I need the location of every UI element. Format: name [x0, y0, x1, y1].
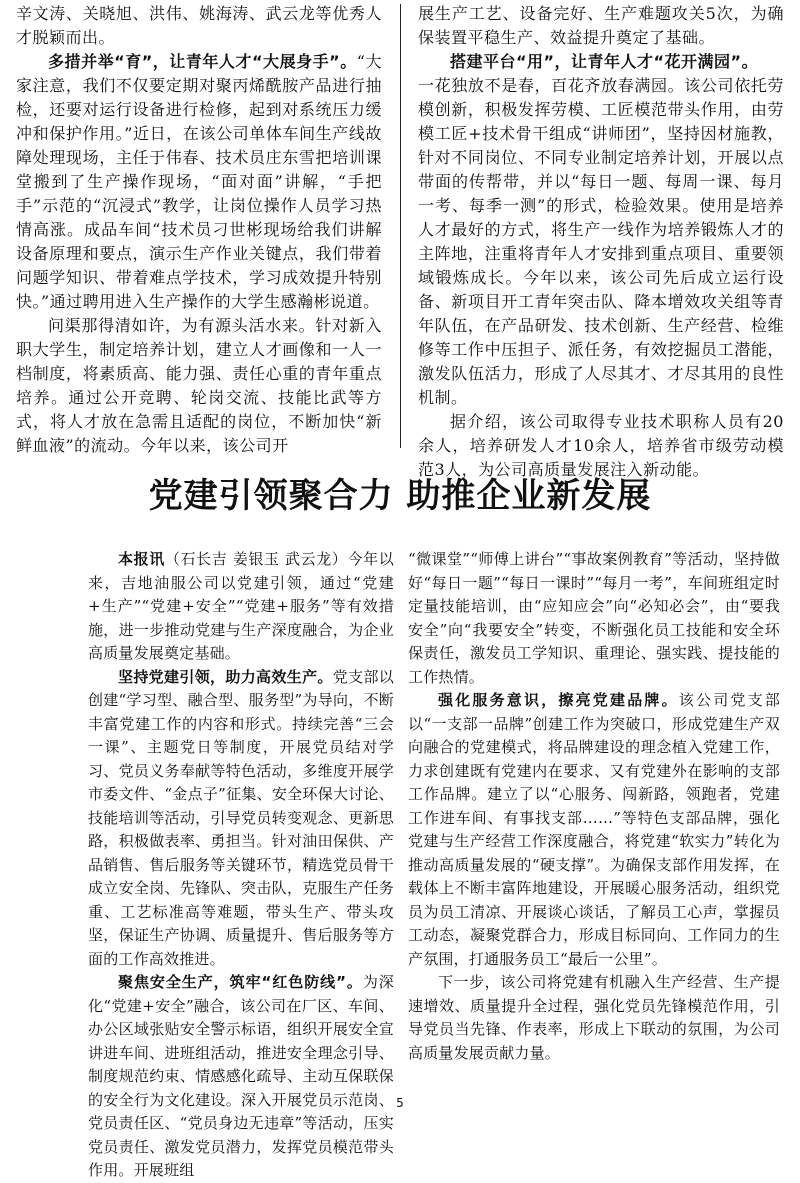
bottom-article-right-column	[408, 548, 780, 1084]
section-heading: 多措并举“育”，让青年人才“大展身手”。	[48, 52, 357, 71]
top-article-right-column	[418, 2, 784, 479]
paragraph: “微课堂”“师傅上讲台”“事故案例教育”等活动，坚持做好“每日一题”“每日一课时”“每月一考”，车间班组定时定量技能培训，由“应知应会”向“必知必会”，由“要我安全”向“我要安全”转变，不断强化员工技能和安全环保责任，激发员工学知识、重理论、强实践、提技能的工作热情。	[408, 550, 780, 686]
byline: （石长吉 姜银玉 武云龙）	[164, 550, 348, 568]
section-heading: 聚焦安全生产，筑牢“红色防线”。	[118, 973, 363, 991]
paragraph	[16, 50, 382, 314]
column-divider	[400, 4, 401, 448]
paragraph	[88, 548, 394, 666]
paragraph: 搭建平台“用”，让青年人才“花开满园”。	[450, 52, 759, 71]
paragraph: 问渠那得清如许，为有源头活水来。针对新入职大学生，制定培养计划，建立人才画像和一人一档制度，将素质高、能力强、责任心重的青年重点培养。通过公开竞聘、轮岗交流、技能比武等方式，将人才放在急需且适配的岗位，不断加快“新鲜血液”的流动。今年以来，该公司开	[16, 316, 382, 455]
paragraph	[88, 971, 394, 1183]
paragraph-body: 为深化“党建+安全”融合，该公司在厂区、车间、办公区域张贴安全警示标语，组织开展安全宣讲进车间、进班组活动，推进安全理念引导、制度规范约束、情感感化疏导、主动互保联保的安全行为文化建设。深入开展党员示范岗、党员责任区、“党员身边无违章”等活动，压实党员责任、激发党员潜力，发挥党员模范带头作用。开展班组	[88, 973, 395, 1179]
paragraph-body: 该公司党支部以“一支部一品牌”创建工作为突破口，形成党建生产双向融合的党建模式，将品牌建设的理念植入党建工作，力求创建既有党建内在要求、又有党建外在影响的支部工作品牌。建立了以“心服务、闯新路，领跑者，党建工作进车间、有事找支部……”等特色支部品牌，强化党建与生产经营工作深度融合，将党建“软实力”转化为推动高质量发展的“硬支撑”。为确保支部作用发挥，在载体上不断丰富阵地建设，开展暖心服务活动，组织党员为员工清凉、开展谈心谈话，了解员工心声，掌握员工动态，凝聚党群合力，形成目标同向、工作同力的生产氛围，打通服务员工“最后一公里”。	[408, 691, 780, 968]
paragraph: 下一步，该公司将党建有机融入生产经营、生产提速增效、质量提升全过程，强化党员先锋模范作用，引导党员当先锋、作表率，形成上下联动的氛围，为公司高质量发展贡献力量。	[408, 973, 780, 1062]
paragraph-body: 今年以来，吉地油服公司以党建引领，通过“党建+生产”“党建+安全”“党建+服务”等有效措施，进一步推动党建与生产深度融合，为企业高质量发展奠定基础。	[88, 550, 394, 662]
section-heading: 强化服务意识，擦亮党建品牌。	[438, 691, 679, 709]
top-article-left-column	[16, 2, 382, 455]
paragraph	[408, 689, 780, 971]
bottom-article-left-column	[88, 548, 395, 1179]
lead-label: 本报讯	[118, 550, 165, 568]
paragraph: 辛文涛、关晓旭、洪伟、姚海涛、武云龙等优秀人才脱颖而出。	[16, 4, 382, 47]
article-headline: 党建引领聚合力 助推企业新发展	[148, 476, 652, 516]
paragraph-body: “大家注意，我们不仅要定期对聚丙烯酰胺产品进行抽检，还要对运行设备进行检修，起到对系统压力缓冲和保护作用。”近日，在该公司单体车间生产线故障处理现场，主任于伟春、技术员庄东雪把培训课堂搬到了生产操作现场，“面对面”讲解，“手把手”示范的“沉浸式”教学，让岗位操作人员学习热情高涨。成品车间“技术员刁世彬现场给我们讲解设备原理和要点，演示生产作业关键点，我们带着问题学知识、带着难点学技术，学习成效提升特别快。”通过聘用进入生产操作的大学生感瀚彬说道。	[16, 52, 382, 311]
section-heading: 坚持党建引领，助力高效生产。	[118, 667, 333, 686]
paragraph: 据介绍，该公司取得专业技术职称人员有20余人，培养研发人才10余人，培养省市级劳动模范3人，为公司高质量发展注入新动能。	[418, 412, 784, 479]
paragraph: 一花独放不是春，百花齐放春满园。该公司依托劳模创新，积极发挥劳模、工匠模范带头作用，由劳模工匠+技术骨干组成“讲师团”，坚持因材施教，针对不同岗位、不同专业制定培养计划，开展以点带面的传帮带，并以“每日一题、每周一课、每月一考、每季一测”的形式，检验效果。使用是培养人才最好的方式，将生产一线作为培养锻炼人才的主阵地，注重将青年人才安排到重点项目、重要领域锻炼成长。今年以来，该公司先后成立运行设备、新项目开工青年突击队、降本增效攻关组等青年队伍，在产品研发、技术创新、生产经营、检维修等工作中压担子、派任务，有效挖掘员工潜能，激发队伍活力，形成了人尽其才、才尽其用的良性机制。	[418, 76, 784, 407]
paragraph: 展生产工艺、设备完好、生产难题攻关5次，为确保装置平稳生产、效益提升奠定了基础。	[418, 4, 784, 47]
page-number: 5	[396, 1096, 404, 1110]
paragraph	[88, 666, 394, 972]
paragraph-body: 党支部以创建“学习型、融合型、服务型”为导向，不断丰富党建工作的内容和形式。持续完善“三会一课”、主题党日等制度，开展党员结对学习、党员义务奉献等特色活动，多维度开展学市委文件、“金点子”征集、安全环保大讨论、技能培训等活动，引导党员转变观念、更新思路，积极做表率、勇担当。针对油田保供、产品销售、售后服务等关键环节，精选党员骨干成立安全岗、先锋队、突击队，克服生产任务重、工艺标准高等难题，带头生产、带头攻坚，保证生产协调、质量提升、售后服务等方面的工作高效推进。	[88, 667, 394, 968]
